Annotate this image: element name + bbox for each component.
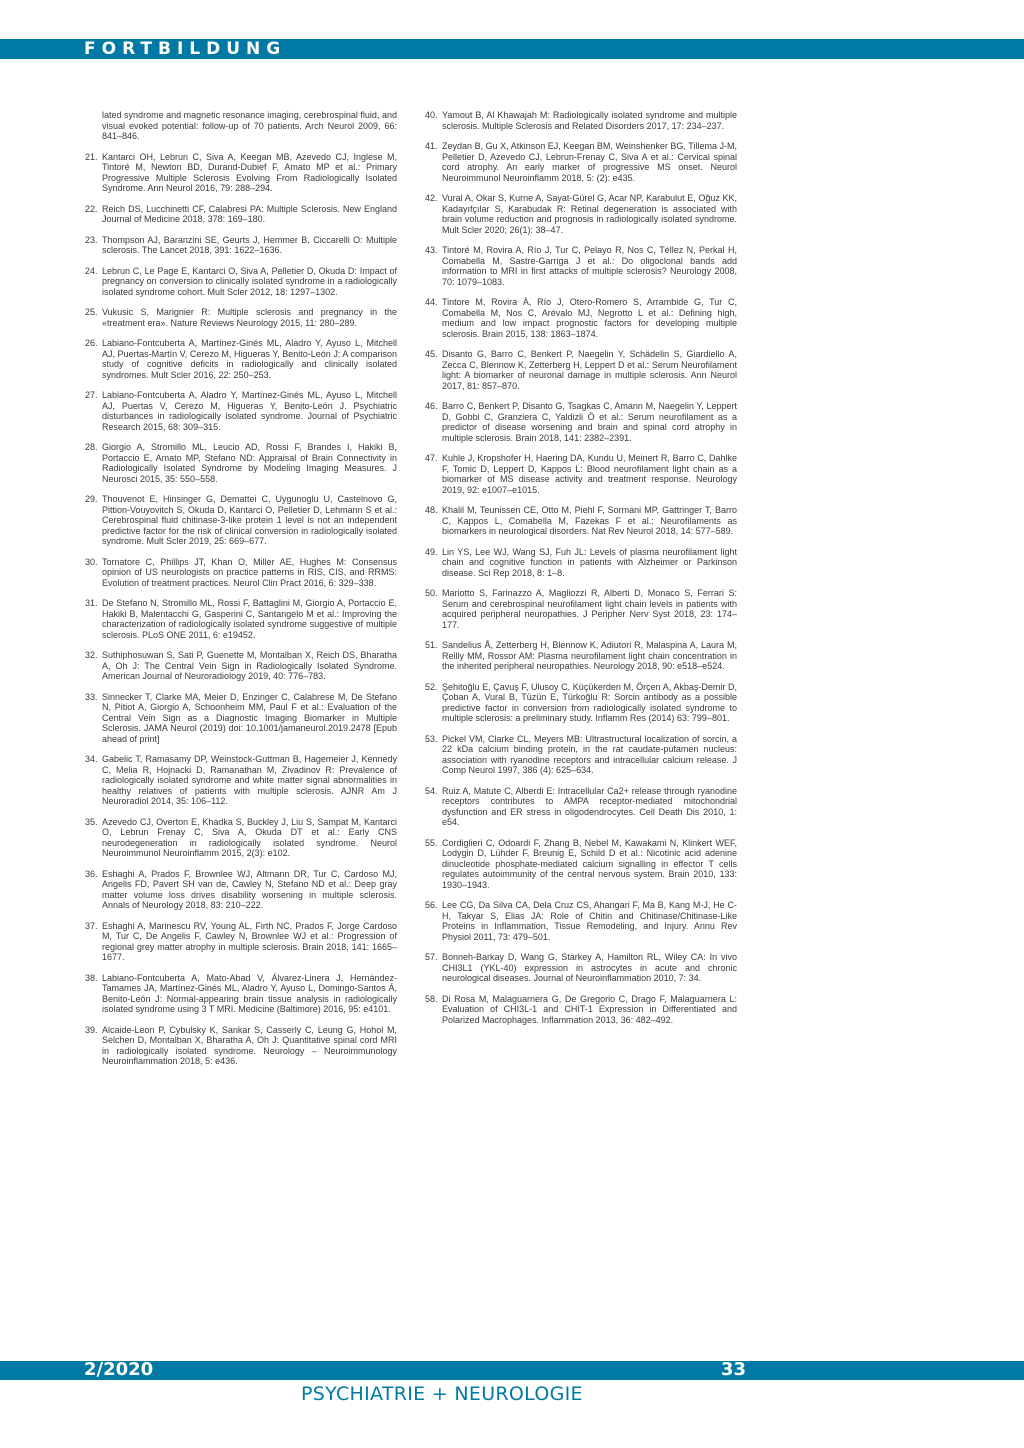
reference-item [425, 453, 737, 495]
reference-item [425, 245, 737, 287]
reference-item [85, 921, 397, 963]
reference-number: 48. [425, 505, 438, 515]
reference-text: Thouvenot E, Hinsinger G, Demattei C, Uygunoglu U, Castelnovo G, Pittion-Vouyovitch S, Okuda D, Kantarci O, Pelletier D, Lehmann S et al.: Cerebrospinal fluid chitinase-3-like protein 1 level is not an independent predictive factor for the risk of clinical conversion in radiologically isolated syndrome. Mult Scler 2019, 25: 669–677. [102, 494, 397, 546]
reference-item [425, 547, 737, 579]
reference-item [85, 973, 397, 1015]
reference-text: Di Rosa M, Malaguarnera G, De Gregorio C, Drago F, Malaguarnera L: Evaluation of CHI3L-1 and CHIT-1 Expression in Differentiated and Polarized Macrophages. Inflammation 2013, 36: 482–492. [442, 993, 737, 1025]
reference-text: Reich DS, Lucchinetti CF, Calabresi PA: Multiple Sclerosis. New England Journal of Medicine 2018, 378: 169–180. [102, 203, 397, 224]
reference-number: 27. [85, 390, 98, 400]
reference-number: 56. [425, 900, 438, 910]
reference-number: 55. [425, 837, 438, 848]
reference-number: 31. [85, 598, 98, 608]
reference-number: 21. [85, 151, 98, 162]
reference-text: Lin YS, Lee WJ, Wang SJ, Fuh JL: Levels of plasma neurofilament light chain and cognitive function in patients with Alzheimer or Parkinson disease. Sci Rep 2018, 8: 1–8. [442, 546, 737, 578]
reference-item [85, 307, 397, 328]
reference-item [425, 838, 737, 891]
reference-text: Lee CG, Da Silva CA, Dela Cruz CS, Ahangari F, Ma B, Kang M-J, He C-H, Takyar S, Elias JA: Role of Chitin and Chitinase/Chitinase-Like Proteins in Inflammation, Tissue Remodeling, and Injury. Annu Rev Physiol 2011, 73: 479–501. [442, 900, 737, 942]
reference-item [85, 817, 397, 859]
reference-text: lated syndrome and magnetic resonance imaging, cerebrospinal fluid, and visual evoked potential: follow-up of 70 patients. Arch Neurol 2009, 66: 841–846. [102, 110, 397, 141]
reference-text: Giorgio A, Stromillo ML, Leucio AD, Rossi F, Brandes I, Hakiki B, Portaccio E, Amato MP, Stefano ND: Appraisal of Brain Connectivity in Radiologically Isolated Syndrome by Modeling Imaging Measures. J Neurosci 2015, 35: 550–558. [102, 442, 397, 484]
reference-item [85, 598, 397, 640]
reference-number: 58. [425, 993, 438, 1004]
reference-text: Vukusic S, Marignier R: Multiple sclerosis and pregnancy in the «treatment era». Nature Reviews Neurology 2015, 11: 280–289. [102, 307, 397, 328]
reference-text: Gabelic T, Ramasamy DP, Weinstock-Guttman B, Hagemeier J, Kennedy C, Melia R, Hojnacki D, Ramanathan M, Zivadinov R: Prevalence of radiologically isolated syndrome and white matter signal abnormalities in healthy relatives of patients with multiple sclerosis. AJNR Am J Neuroradiol 2014, 35: 106–112. [102, 754, 397, 806]
reference-number: 35. [85, 816, 98, 827]
reference-item [425, 640, 737, 672]
reference-number: 46. [425, 401, 438, 411]
reference-text: Labiano-Fontcuberta A, Martínez-Ginés ML, Aladro Y, Ayuso L, Mitchell AJ, Puertas-Martín V, Cerezo M, Higueras Y, Benito-León J: A comparison study of cognitive deficits in radiologically and clinically isolated syndromes. Mult Scler 2016, 22: 250–253. [102, 338, 397, 380]
reference-number: 53. [425, 733, 438, 744]
reference-number: 34. [85, 754, 98, 764]
reference-item [85, 1025, 397, 1067]
reference-item [85, 338, 397, 380]
reference-item [425, 900, 737, 942]
reference-item [85, 754, 397, 807]
reference-number: 39. [85, 1024, 98, 1035]
reference-text: Suthiphosuwan S, Sati P, Guenette M, Montalban X, Reich DS, Bharatha A, Oh J: The Central Vein Sign in Radiologically Isolated Syndrome. American Journal of Neuroradiology 2019, 40: 776–783. [102, 650, 397, 681]
reference-number: 29. [85, 494, 98, 504]
reference-number: 43. [425, 245, 438, 255]
reference-number: 26. [85, 338, 98, 348]
reference-text: Tintoré M, Rovira A, Río J, Tur C, Pelayo R, Nos C, Téllez N, Perkal H, Comabella M, Sastre-Garriga J et al.: Do oligoclonal bands add information to MRI in first attacks of multiple sclerosis? Neurology 2008, 70: 1079–1083. [442, 245, 737, 287]
reference-number: 57. [425, 952, 438, 962]
reference-item [85, 266, 397, 298]
reference-text: Şehitoğlu E, Çavuş F, Ulusoy C, Küçükerden M, Örçen A, Akbaş-Demir D, Çoban A, Vural B, Tüzün E, Türkoğlu R: Sorcin antibody as a possible predictive factor in conversion from radiologically isolated syndrome to multiple sclerosis: a preliminary study. Inflamm Res (2014) 63: 799–801. [442, 681, 737, 723]
reference-item [85, 204, 397, 225]
reference-text: Azevedo CJ, Overton E, Khadka S, Buckley J, Liu S, Sampat M, Kantarci O, Lebrun Frenay C, Siva A, Okuda DT et al.: Early CNS neurodegeneration in radiologically isolated syndrome. Neurol Neuroimmunol Neuroinflamm 2015, 2(3): e102. [102, 816, 397, 858]
footer-band [0, 1361, 1024, 1380]
reference-text: Mariotto S, Farinazzo A, Magliozzi R, Alberti D, Monaco S, Ferrari S: Serum and cerebrospinal neurofilament light chain levels in patients with acquired peripheral neuropathies. J Peripher Nerv Syst 2018, 23: 174–177. [442, 588, 737, 630]
reference-number: 32. [85, 650, 98, 660]
reference-text: Tornatore C, Phillips JT, Khan O, Miller AE, Hughes M: Consensus opinion of US neurologists on practice patterns in RIS, CIS, and RRMS: Evolution of treatment practices. Neurol Clin Pract 2016, 6: 329–338. [102, 556, 397, 588]
reference-text: Cordiglieri C, Odoardi F, Zhang B, Nebel M, Kawakami N, Klinkert WEF, Lodygin D, Lühder F, Breunig E, Schild D et al.: Nicotinic acid adenine dinucleotide phosphate-mediated calcium signalling in effector T cells regulates autoimmunity of the central nervous system. Brain 2010, 133: 1930–1943. [442, 837, 737, 890]
reference-text: Sinnecker T, Clarke MA, Meier D, Enzinger C, Calabrese M, De Stefano N, Pitiot A, Giorgio A, Schoonheim MM, Paul F et al.: Evaluation of the Central Vein Sign as a Diagnostic Imaging Biomarker in Multiple Sclerosis. JAMA Neurol (2019) doi: 10.1001/jamaneurol.2019.2478 [Epub ahead of print] [102, 691, 397, 744]
reference-text: Labiano-Fontcuberta A, Mato-Abad V, Álvarez-Linera J, Hernández-Tamames JA, Martínez-Ginés ML, Aladro Y, Ayuso L, Domingo-Santos Á, Benito-León J: Normal-appearing brain tissue analysis in radiologically isolated syndrome using 3 T MRI. Medicine (Baltimore) 2016, 95: e4101. [102, 972, 397, 1014]
reference-item [85, 442, 397, 484]
reference-item [425, 588, 737, 630]
reference-item [85, 235, 397, 256]
reference-number: 36. [85, 868, 98, 879]
reference-text: Bonneh-Barkay D, Wang G, Starkey A, Hamilton RL, Wiley CA: In vivo CHI3L1 (YKL-40) expression in astrocytes in acute and chronic neurological diseases. Journal of Neuroinflammation 2010, 7: 34. [442, 952, 737, 983]
references-left-column [85, 110, 397, 1077]
reference-number: 24. [85, 265, 98, 276]
reference-number: 44. [425, 297, 438, 307]
reference-item [85, 650, 397, 682]
reference-number: 28. [85, 442, 98, 452]
reference-number: 33. [85, 691, 98, 702]
reference-item [425, 110, 737, 131]
reference-text: Sandelius Å, Zetterberg H, Blennow K, Adiutori R, Malaspina A, Laura M, Reilly MM, Rossor AM: Plasma neurofilament light chain concentration in the inherited peripheral neuropathies. Neurology 2018, 90: e518–e524. [442, 640, 737, 671]
reference-text: Kantarci OH, Lebrun C, Siva A, Keegan MB, Azevedo CJ, Inglese M, Tintoré M, Newton BD, Durand-Dubief F, Amato MP et al.: Primary Progressive Multiple Sclerosis Evolving From Radiologically Isolated Syndrome. Ann Neurol 2016, 79: 288–294. [102, 151, 397, 193]
reference-text: Barro C, Benkert P, Disanto G, Tsagkas C, Amann M, Naegelin Y, Leppert D, Gobbi C, Granziera C, Yaldizli Ö et al.: Serum neurofilament as a predictor of disease worsening and brain and spinal cord atrophy in multiple sclerosis. Brain 2018, 141: 2382–2391. [442, 401, 737, 443]
issue-number: 2/2020 [84, 1359, 154, 1380]
reference-text: Alcaide-Leon P, Cybulsky K, Sankar S, Casserly C, Leung G, Hohol M, Selchen D, Montalban X, Bharatha A, Oh J: Quantitative spinal cord MRI in radiologically isolated syndrome. Neurology – Neuroimmunology Neuroinflammation 2018, 5: e436. [102, 1024, 397, 1066]
reference-text: Zeydan B, Gu X, Atkinson EJ, Keegan BM, Weinshenker BG, Tillema J-M, Pelletier D, Azevedo CJ, Lebrun-Frenay C, Siva A et al.: Cervical spinal cord atrophy. An early marker of progressive MS onset. Neurol Neuroimmunol Neuroinflamm 2018, 5: (2): e435. [442, 141, 737, 183]
reference-text: Yamout B, Al Khawajah M: Radiologically isolated syndrome and multiple sclerosis. Multiple Sclerosis and Related Disorders 2017, 17: 234–237. [442, 110, 737, 131]
reference-item [425, 786, 737, 828]
reference-number: 49. [425, 546, 438, 557]
reference-number: 47. [425, 453, 438, 463]
reference-number: 54. [425, 785, 438, 796]
reference-text: Labiano-Fontcuberta A, Aladro Y, Martínez-Ginés ML, Ayuso L, Mitchell AJ, Puertas V, Cerezo M, Higueras Y, Benito-León J. Psychiatric disturbances in radiologically isolated syndrome. Journal of Psychiatric Research 2015, 68: 309–315. [102, 390, 397, 432]
journal-title: PSYCHIATRIE + NEUROLOGIE [301, 1383, 583, 1405]
reference-item [85, 692, 397, 745]
reference-item [425, 141, 737, 183]
references-right-column [425, 110, 737, 1035]
reference-item [425, 505, 737, 537]
reference-text: Lebrun C, Le Page E, Kantarci O, Siva A, Pelletier D, Okuda D: Impact of pregnancy on conversion to clinically isolated syndrome in a radiologically isolated syndrome cohort. Mult Scler 2012, 18: 1297–1302. [102, 265, 397, 297]
reference-text: Pickel VM, Clarke CL, Meyers MB: Ultrastructural localization of sorcin, a 22 kDa calcium binding protein, in the rat caudate-putamen nucleus: association with ryanodine receptors and intracellular calcium release. J Comp Neurol 1997, 386 (4): 625–634. [442, 733, 737, 775]
reference-number: 23. [85, 234, 98, 245]
reference-item [425, 349, 737, 391]
page-number: 33 [720, 1359, 746, 1380]
reference-number: 52. [425, 681, 438, 692]
reference-text: Thompson AJ, Baranzini SE, Geurts J, Hemmer B, Ciccarelli O: Multiple sclerosis. The Lancet 2018, 391: 1622–1636. [102, 234, 397, 255]
reference-number: 25. [85, 307, 98, 317]
reference-item [425, 682, 737, 724]
reference-item [425, 297, 737, 339]
reference-text: Vural A, Okar S, Kurne A, Sayat-Gürel G, Acar NP, Karabulut E, Oğuz KK, Kadayıfçılar S, Karabudak R: Retinal degeneration is associated with brain volume reduction and prognosis in radiologically isolated syndrome. Mult Scler 2020; 26(1): 38–47. [442, 193, 737, 235]
reference-item [85, 390, 397, 432]
reference-item [425, 994, 737, 1026]
reference-item [85, 494, 397, 547]
reference-text: Ruiz A, Matute C, Alberdi E: Intracellular Ca2+ release through ryanodine receptors contributes to AMPA receptor-mediated mitochondrial dysfunction and ER stress in oligodendrocytes. Cell Death Dis 2010, 1: e54. [442, 785, 737, 827]
reference-text: Eshaghi A, Marinescu RV, Young AL, Firth NC, Prados F, Jorge Cardoso M, Tur C, De Angelis F, Cawley N, Brownlee WJ et al.: Progression of regional grey matter atrophy in multiple sclerosis. Brain 2018, 141: 1665–1677. [102, 920, 397, 962]
reference-item [425, 952, 737, 984]
reference-text: Eshaghi A, Prados F, Brownlee WJ, Altmann DR, Tur C, Cardoso MJ, Angelis FD, Pavert SH van de, Cawley N, Stefano ND et al.: Deep gray matter volume loss drives disability worsening in multiple sclerosis. Annals of Neurology 2018, 83: 210–222. [102, 868, 397, 910]
reference-text: Khalil M, Teunissen CE, Otto M, Piehl F, Sormani MP, Gattringer T, Barro C, Kappos L, Comabella M, Fazekas F et al.: Neurofilaments as biomarkers in neurological disorders. Nat Rev Neurol 2018, 14: 577–589. [442, 505, 737, 536]
reference-item [85, 152, 397, 194]
reference-number: 37. [85, 920, 98, 931]
reference-number: 50. [425, 588, 438, 598]
reference-number: 45. [425, 349, 438, 359]
reference-number: 40. [425, 110, 438, 120]
reference-text: Kuhle J, Kropshofer H, Haering DA, Kundu U, Meinert R, Barro C, Dahlke F, Tomic D, Leppert D, Kappos L: Blood neurofilament light chain as a biomarker of MS disease activity and treatment response. Neurology 2019, 92: e1007–e1015. [442, 453, 737, 495]
reference-number: 41. [425, 141, 438, 151]
reference-item [85, 557, 397, 589]
section-title: FORTBILDUNG [84, 39, 287, 59]
reference-text: Tintore M, Rovira À, Río J, Otero-Romero S, Arrambide G, Tur C, Comabella M, Nos C, Arévalo MJ, Negrotto L et al.: Defining high, medium and low impact prognostic factors for developing multiple sclerosis. Brain 2015, 138: 1863–1874. [442, 297, 737, 339]
reference-item [85, 110, 397, 142]
reference-number: 51. [425, 640, 438, 650]
reference-number: 22. [85, 203, 98, 214]
reference-item [425, 193, 737, 235]
reference-item [425, 401, 737, 443]
reference-text: De Stefano N, Stromillo ML, Rossi F, Battaglini M, Giorgio A, Portaccio E, Hakiki B, Malentacchi G, Gasperini C, Santangelo M et al.: Improving the characterization of radiologically isolated syndrome suggestive of multiple sclerosis. PLoS ONE 2011, 6: e19452. [102, 598, 397, 640]
reference-item [85, 869, 397, 911]
reference-number: 38. [85, 972, 98, 983]
reference-number: 42. [425, 193, 438, 203]
reference-item [425, 734, 737, 776]
reference-text: Disanto G, Barro C, Benkert P, Naegelin Y, Schädelin S, Giardiello A, Zecca C, Blennow K, Zetterberg H, Leppert D et al.: Serum Neurofilament light: A biomarker of neuronal damage in multiple sclerosis. Ann Neurol 2017, 81: 857–870. [442, 349, 737, 391]
reference-number: 30. [85, 556, 98, 567]
